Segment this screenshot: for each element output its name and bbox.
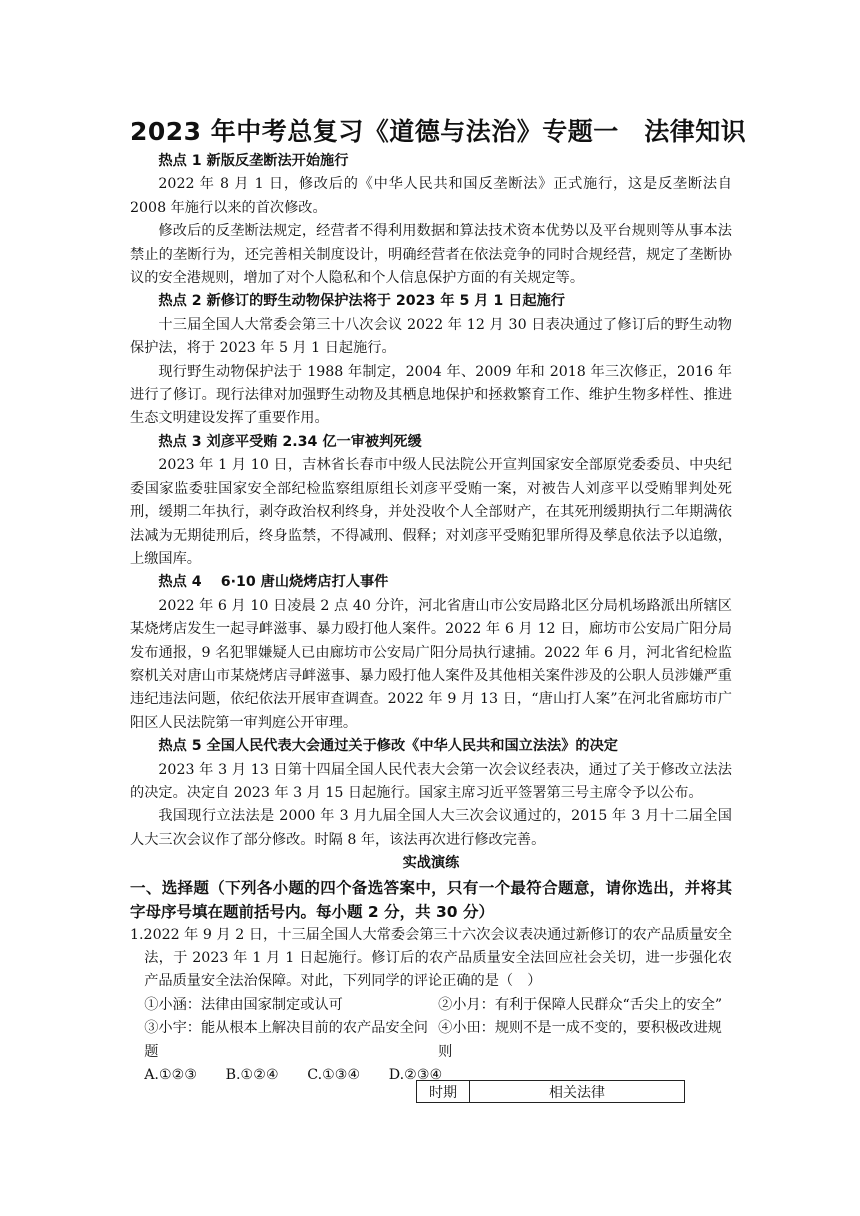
table-header-law: 相关法律: [470, 1081, 685, 1103]
statement-4: ④小田：规则不是一成不变的，要积极改进规则: [438, 1020, 722, 1060]
choice-d: D.②③④: [388, 1067, 443, 1084]
page-title: 2023 年中考总复习《道德与法治》专题一 法律知识: [130, 117, 747, 146]
question-text: 2022 年 9 月 2 日，十三届全国人大常委会第三十六次会议表决通过新修订的农产品质量安全法，于 2023 年 1 月 1 日起施行。修订后的农产品质量安全法回应社会关切，进一步强化农产品质量安全法治保障。对此，下列同学的评论正确的是（ ）: [143, 926, 732, 990]
hotspot-4-paragraph: 2022 年 6 月 10 日凌晨 2 点 40 分许，河北省唐山市公安局路北区分局机场路派出所辖区某烧烤店发生一起寻衅滋事、暴力殴打他人案件。2022 年 6 月 12 日，廊坊市公安局广阳分局发布通报，9 名犯罪嫌疑人已由廊坊市公安局广阳分局执行逮捕。2022 年 6 月，河北省纪检监察机关对唐山市某烧烤店寻衅滋事、暴力殴打他人案件及其他相关案件涉及的公职人员涉嫌严重违纪违法问题，依纪依法开展审查调查。2022 年 9 月 13 日，“唐山打人案”在河北省廊坊市广阳区人民法院第一审判庭公开审理。: [130, 597, 732, 731]
hotspot-1-paragraph: 2022 年 8 月 1 日，修改后的《中华人民共和国反垄断法》正式施行，这是反垄断法自 2008 年施行以来的首次修改。: [130, 176, 732, 216]
practice-title: 实战演练: [402, 855, 460, 872]
document-body: [130, 150, 732, 1087]
question-1: [130, 924, 732, 994]
hotspot-1-heading: 热点 1 新版反垄断法开始施行: [158, 153, 349, 169]
statement-1: ①小涵：法律由国家制定或认可: [144, 996, 343, 1013]
hotspot-3-heading: 热点 3 刘彦平受贿 2.34 亿一审被判死缓: [158, 433, 422, 450]
hotspot-5-heading: 热点 5 全国人民代表大会通过关于修改《中华人民共和国立法法》的决定: [158, 738, 618, 755]
hotspot-2-heading: 热点 2 新修订的野生动物保护法将于 2023 年 5 月 1 日起施行: [158, 293, 565, 310]
hotspot-2-paragraph: 现行野生动物保护法于 1988 年制定，2004 年、2009 年和 2018 年三次修正，2016 年进行了修订。现行法律对加强野生动物及其栖息地保护和拯救繁育工作、维护生物多样性、推进生态文明建设发挥了重要作用。: [130, 363, 732, 427]
law-table: [416, 1080, 685, 1103]
table-header-period: 时期: [417, 1081, 470, 1103]
hotspot-3-paragraph: 2023 年 1 月 10 日，吉林省长春市中级人民法院公开宣判国家安全部原党委委员、中央纪委国家监委驻国家安全部纪检监察组原组长刘彦平受贿一案，对被告人刘彦平以受贿罪判处死刑，缓期二年执行，剥夺政治权利终身，并处没收个人全部财产，在其死刑缓期执行二年期满依法减为无期徒刑后，终身监禁，不得减刑、假释；对刘彦平受贿犯罪所得及孳息依法予以追缴，上缴国库。: [130, 457, 732, 567]
hotspot-5-paragraph: 我国现行立法法是 2000 年 3 月九届全国人大三次会议通过的，2015 年 3 月十二届全国人大三次会议作了部分修改。时隔 8 年，该法再次进行修改完善。: [130, 808, 732, 848]
choice-a: A.①②③: [144, 1067, 198, 1084]
hotspot-2-paragraph: 十三届全国人大常委会第三十八次会议 2022 年 12 月 30 日表决通过了修订后的野生动物保护法，将于 2023 年 5 月 1 日起施行。: [130, 316, 732, 357]
table-header-row: [417, 1081, 685, 1103]
question-number: 1.: [130, 926, 144, 943]
hotspot-5-paragraph: 2023 年 3 月 13 日第十四届全国人民代表大会第一次会议经表决，通过了关于修改立法法的决定。决定自 2023 年 3 月 15 日起施行。国家主席习近平签署第三号主席令予以公布。: [130, 761, 732, 801]
statement-3: ③小宇：能从根本上解决目前的农产品安全问题: [144, 1020, 428, 1060]
statement-2: ②小月：有利于保障人民群众“舌尖上的安全”: [438, 996, 723, 1013]
hotspot-1-paragraph: 修改后的反垄断法规定，经营者不得利用数据和算法技术资本优势以及平台规则等从事本法禁止的垄断行为，还完善相关制度设计，明确经营者在依法竞争的同时合规经营，规定了垄断协议的安全港规则，增加了对个人隐私和个人信息保护方面的有关规定等。: [130, 223, 732, 287]
statement-list: [130, 994, 732, 1064]
hotspot-4-heading: 热点 4 6·10 唐山烧烤店打人事件: [158, 574, 389, 591]
section-heading: 一、选择题（下列各小题的四个备选答案中，只有一个最符合题意，请你选出，并将其字母序号填在题前括号内。每小题 2 分，共 30 分）: [130, 878, 732, 921]
choice-c: C.①③④: [307, 1067, 361, 1084]
choice-b: B.①②④: [225, 1067, 279, 1084]
